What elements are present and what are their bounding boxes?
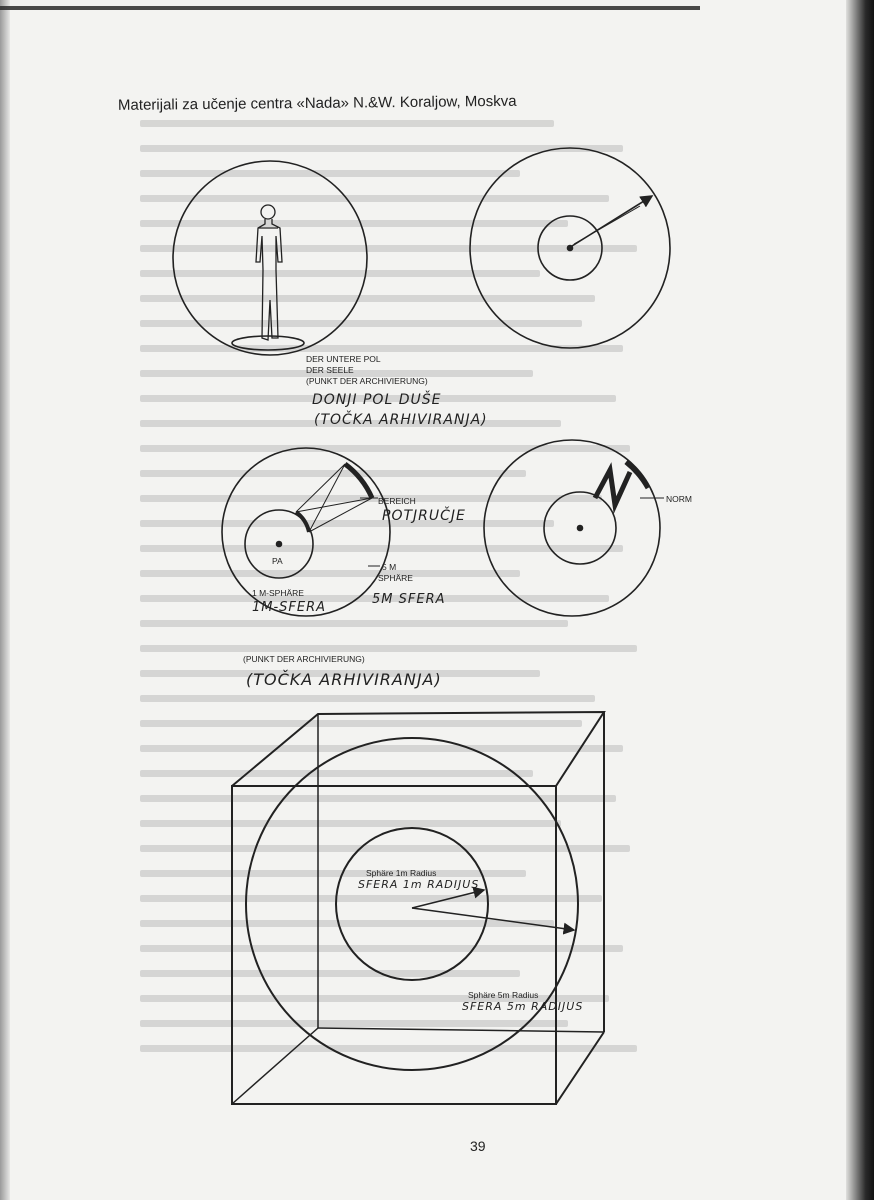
norm-n-shape — [595, 470, 630, 505]
fig3-pa: PA — [272, 556, 283, 566]
fig3-sphare5-b: SPHÄRE — [378, 573, 413, 583]
radius-arrow-1m — [412, 890, 484, 908]
fig5-sphare5-hand: SFERA 5m RADIJUS — [462, 1000, 584, 1013]
fig1-hand-line1: DONJI POL DUŠE — [312, 392, 442, 408]
figure3-sphere — [222, 448, 390, 616]
center-point — [578, 526, 583, 531]
fig3-sphare1-hand: 1M-SFERA — [252, 600, 327, 615]
figure2-concentric — [470, 148, 670, 348]
bereich-arc-outer — [345, 464, 372, 498]
fig3-sphare1: 1 M-SPHÄRE — [252, 588, 304, 598]
fig1-label-line1: DER UNTERE POL — [306, 354, 381, 364]
cube-front — [232, 786, 556, 1104]
figure5-cube — [232, 712, 604, 1104]
center-point — [277, 542, 282, 547]
fig3-bereich: BEREICH — [378, 496, 416, 506]
center-point — [568, 246, 573, 251]
figure1-sphere — [173, 161, 367, 355]
fig1-label-line2: DER SEELE — [306, 365, 354, 375]
page-number: 39 — [470, 1138, 486, 1154]
bereich-arc-inner — [296, 512, 309, 532]
cube-top — [232, 712, 604, 786]
radius-arrow-5m — [412, 908, 574, 930]
fig3-punkt: (PUNKT DER ARCHIVIERUNG) — [243, 654, 365, 664]
fig3-sphare5-a: 5 M — [382, 562, 397, 572]
fig3-punkt-hand: (TOČKA ARHIVIRANJA) — [246, 670, 442, 689]
page-header: Materijali za učenje centra «Nada» N.&W. Koraljow, Moskva — [117, 92, 517, 114]
fig1-hand-line2: (TOČKA ARHIVIRANJA) — [314, 412, 488, 428]
fig5-sphare1: Sphäre 1m Radius — [366, 868, 437, 878]
figure5-spheres — [246, 738, 578, 1070]
human-figure-icon — [256, 205, 282, 340]
fig4-norm: NORM — [666, 494, 692, 504]
sphere-1m — [336, 828, 488, 980]
fig5-sphare5: Sphäre 5m Radius — [468, 990, 539, 1000]
figure4-sphere — [484, 440, 664, 616]
radius-arrow-inner — [574, 206, 640, 244]
fig3-sphare5-hand: 5M SFERA — [372, 592, 446, 607]
fig1-label-line3: (PUNKT DER ARCHIVIERUNG) — [306, 376, 428, 386]
fig5-sphare1-hand: SFERA 1m RADIJUS — [358, 878, 480, 891]
sphere-5m — [246, 738, 578, 1070]
fig3-bereich-hand: POTJRUČJE — [382, 508, 466, 524]
outer-sphere — [173, 161, 367, 355]
